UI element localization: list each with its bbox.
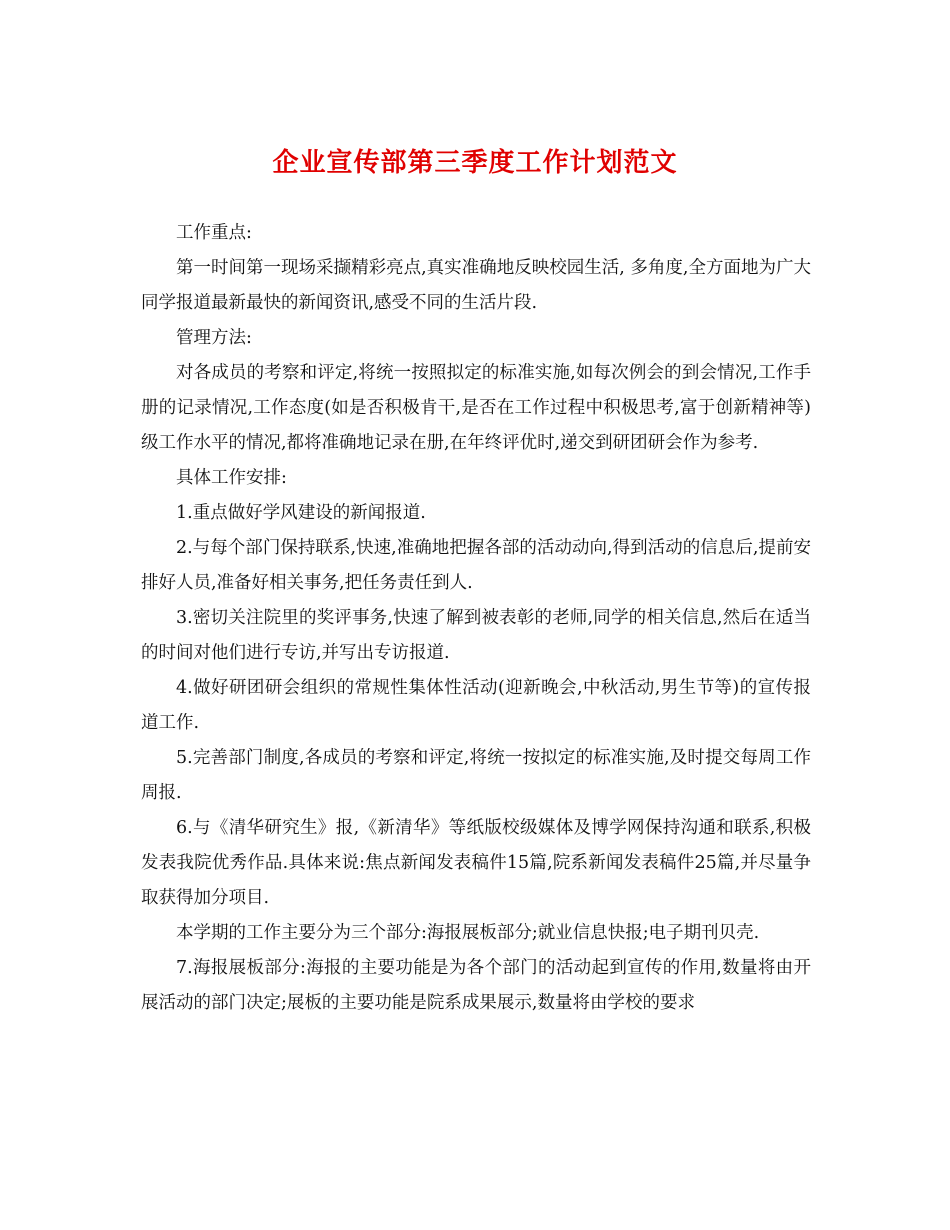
list-item: 4.做好研团研会组织的常规性集体性活动(迎新晚会,中秋活动,男生节等)的宣传报道工作.	[141, 678, 811, 733]
paragraph-heading-work-focus: 工作重点:	[176, 223, 252, 243]
paragraph: 第一时间第一现场采撷精彩亮点,真实准确地反映校园生活, 多角度,全方面地为广大同学报道最新最快的新闻资讯,感受不同的生活片段.	[141, 258, 811, 313]
paragraph: 对各成员的考察和评定,将统一按照拟定的标准实施,如每次例会的到会情况,工作手册的记录情况,工作态度(如是否积极肯干,是否在工作过程中积极思考,富于创新精神等)级工作水平的情况,都将准确地记录在册,在年终评优时,递交到研团研会作为参考.	[141, 363, 811, 453]
list-item: 1.重点做好学风建设的新闻报道.	[176, 503, 426, 523]
list-item: 5.完善部门制度,各成员的考察和评定,将统一按拟定的标准实施,及时提交每周工作周报.	[141, 748, 811, 803]
list-item: 2.与每个部门保持联系,快速,准确地把握各部的活动动向,得到活动的信息后,提前安排好人员,准备好相关事务,把任务责任到人.	[141, 538, 811, 593]
document-body	[141, 216, 811, 1021]
list-item: 7.海报展板部分:海报的主要功能是为各个部门的活动起到宣传的作用,数量将由开展活动的部门决定;展板的主要功能是院系成果展示,数量将由学校的要求	[141, 958, 811, 1013]
paragraph-heading-arrangement: 具体工作安排:	[176, 468, 287, 488]
paragraph-heading-management: 管理方法:	[176, 328, 252, 348]
list-item: 3.密切关注院里的奖评事务,快速了解到被表彰的老师,同学的相关信息,然后在适当的时间对他们进行专访,并写出专访报道.	[141, 608, 811, 663]
list-item: 6.与《清华研究生》报,《新清华》等纸版校级媒体及博学网保持沟通和联系,积极发表我院优秀作品.具体来说:焦点新闻发表稿件15篇,院系新闻发表稿件25篇,并尽量争取获得加分项目.	[141, 818, 811, 908]
document-title: 企业宣传部第三季度工作计划范文	[272, 148, 678, 178]
paragraph: 本学期的工作主要分为三个部分:海报展板部分;就业信息快报;电子期刊贝壳.	[176, 923, 760, 943]
